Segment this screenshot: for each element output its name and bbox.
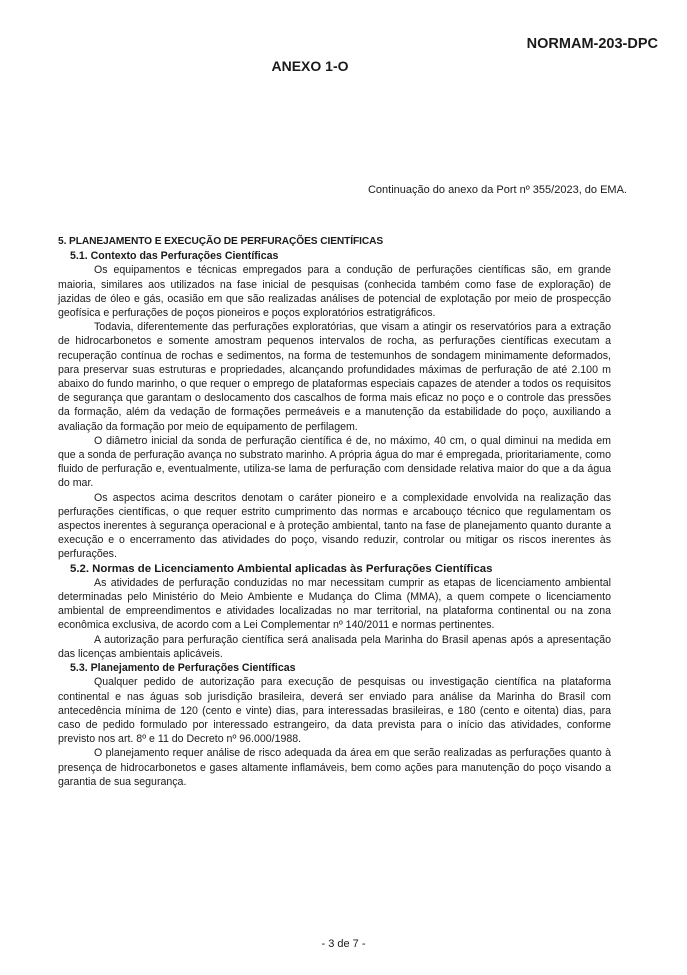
section-5-1-heading: 5.1. Contexto das Perfurações Científicas <box>70 250 279 263</box>
section-5-3-heading: 5.3. Planejamento de Perfurações Científicas <box>70 662 296 675</box>
paragraph: O diâmetro inicial da sonda de perfuração científica é de, no máximo, 40 cm, o qual diminui na medida em que a sonda de perfuração avança no substrato marinho. A própria água do mar é empregada, prioritariamente, como fluido de perfuração e, eventualmente, utiliza-se lama de perfuração com densidade relativa maior do que a da água do mar. <box>58 434 611 490</box>
annex-title: ANEXO 1-O <box>271 58 349 74</box>
paragraph: O planejamento requer análise de risco adequada da área em que serão realizadas as perfurações quanto à presença de hidrocarbonetos e gases altamente inflamáveis, bem como ações para manutenção do poço visando a garantia de sua segurança. <box>58 747 611 788</box>
section-5-2-heading: 5.2. Normas de Licenciamento Ambiental aplicadas às Perfurações Científicas <box>70 562 493 575</box>
paragraph: Os aspectos acima descritos denotam o caráter pioneiro e a complexidade envolvida na realização das perfurações científicas, o que requer estrito cumprimento das normas e arcabouço técnico que regulamentam os aspectos inerentes à segurança operacional e à proteção ambiental, tanto na fase de planejamento quanto durante a execução e o encerramento das atividades do poço, visando reduzir, controlar ou mitigar os riscos inerentes às perfurações. <box>58 491 611 561</box>
continuation-note: Continuação do anexo da Port nº 355/2023, do EMA. <box>367 184 627 196</box>
paragraph: Qualquer pedido de autorização para execução de pesquisas ou investigação científica na plataforma continental e nas águas sob jurisdição brasileira, deverá ser enviado para análise da Marinha do Brasil com antecedência mínima de 120 (cento e vinte) dias, para interessadas brasileiras, e 180 (cento e oitenta) dias, para caso de pedido formulado por interessado estrangeiro, da data prevista para o início das atividades, conforme previsto nos art. 8º e 11 do Decreto nº 96.000/1988. <box>58 676 611 746</box>
page-number: - 3 de 7 - <box>321 938 366 950</box>
document-code: NORMAM-203-DPC <box>526 36 658 52</box>
paragraph: As atividades de perfuração conduzidas no mar necessitam cumprir as etapas de licenciamento ambiental determinadas pelo Ministério do Meio Ambiente e Mudança do Clima (MMA), a quem compete o licenciamento ambiental de empreendimentos e atividades localizadas no mar territorial, na plataforma continental ou na zona econômica exclusiva, de acordo com a Lei Complementar nº 140/2011 e normas pertinentes. <box>58 576 611 632</box>
paragraph: A autorização para perfuração científica será analisada pela Marinha do Brasil apenas após a apresentação das licenças ambientais aplicáveis. <box>58 633 611 660</box>
paragraph: Os equipamentos e técnicas empregados para a condução de perfurações científicas são, em grande maioria, similares aos utilizados na fase inicial de pesquisas (conhecida também como fase de exploração) de jazidas de óleo e gás, ocasião em que são realizadas análises de potencial de explotação por meio de prospecção geofísica e perfurações de poços pioneiros e poços exploratórios estratigráficos. <box>58 264 611 320</box>
paragraph: Todavia, diferentemente das perfurações exploratórias, que visam a atingir os reservatórios para a extração de hidrocarbonetos e somente amostram pequenos intervalos de rocha, as perfurações científicas executam a recuperação contínua de rochas e sedimentos, na forma de testemunhos de sondagem minimamente deformados, para preservar suas estruturas e propriedades, alcançando profundidades máximas de perfuração de até 2.100 m abaixo do fundo marinho, o que requer o emprego de plataformas especiais capazes de atender a todos os requisitos de segurança que garantam o deslocamento dos cascalhos de forma mais eficaz no poço e o controle das pressões da formação, além da vedação de formações permeáveis e a manutenção da estabilidade do poço, auxiliando a avaliação da formação por meio de equipamento de perfilagem. <box>58 321 611 433</box>
section-5-heading: 5. PLANEJAMENTO E EXECUÇÃO DE PERFURAÇÕES CIENTÍFICAS <box>58 236 384 247</box>
document-body <box>58 235 611 789</box>
